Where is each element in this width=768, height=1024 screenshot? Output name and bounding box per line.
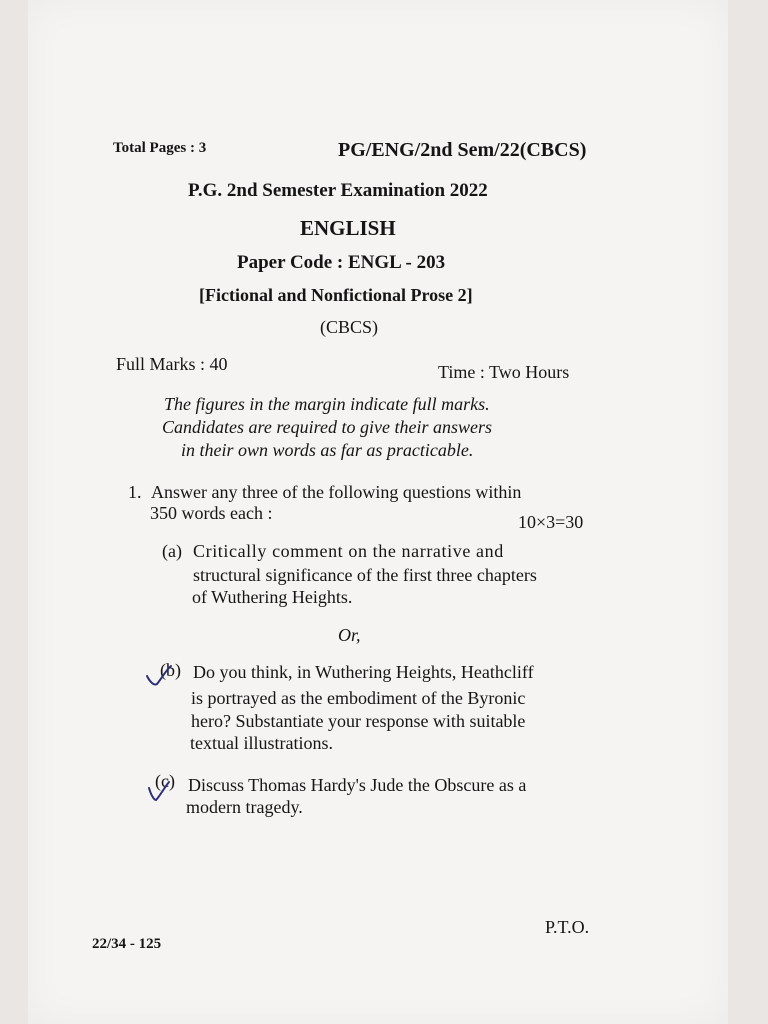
total-pages: Total Pages : 3 bbox=[113, 140, 207, 156]
option-b-text: textual illustrations. bbox=[190, 733, 333, 753]
option-c-text: Discuss Thomas Hardy's Jude the Obscure as a bbox=[188, 775, 527, 795]
footer-code: 22/34 - 125 bbox=[92, 936, 162, 952]
question-marks: 10×3=30 bbox=[518, 512, 584, 532]
paper-code: Paper Code : ENGL - 203 bbox=[237, 252, 446, 273]
option-a-text: Critically comment on the narrative and bbox=[193, 541, 504, 561]
question-prompt: Answer any three of the following questions within bbox=[151, 482, 522, 502]
question-prompt: 350 words each : bbox=[150, 503, 273, 523]
option-b-text: is portrayed as the embodiment of the Byronic bbox=[191, 688, 526, 708]
option-a-text: structural significance of the first three chapters bbox=[193, 565, 537, 585]
instruction-line: Candidates are required to give their answers bbox=[162, 417, 492, 437]
time-allowed: Time : Two Hours bbox=[438, 362, 570, 382]
instruction-line: in their own words as far as practicable. bbox=[181, 440, 474, 460]
please-turn-over: P.T.O. bbox=[545, 917, 590, 937]
paper-title: [Fictional and Nonfictional Prose 2] bbox=[199, 285, 473, 305]
option-a-label: (a) bbox=[162, 541, 182, 561]
scheme-label: (CBCS) bbox=[320, 317, 379, 337]
course-code: PG/ENG/2nd Sem/22(CBCS) bbox=[338, 139, 587, 161]
option-a-text: of Wuthering Heights. bbox=[192, 587, 353, 607]
instruction-line: The figures in the margin indicate full marks. bbox=[164, 394, 490, 414]
full-marks: Full Marks : 40 bbox=[116, 354, 228, 374]
option-b-text: hero? Substantiate your response with suitable bbox=[191, 711, 526, 731]
option-b-text: Do you think, in Wuthering Heights, Heathcliff bbox=[193, 662, 534, 682]
option-c-text: modern tragedy. bbox=[186, 797, 303, 817]
option-b-label: (b) bbox=[160, 660, 181, 680]
exam-title: P.G. 2nd Semester Examination 2022 bbox=[188, 180, 488, 201]
question-number: 1. bbox=[128, 482, 142, 502]
subject-title: ENGLISH bbox=[300, 216, 396, 240]
or-separator: Or, bbox=[338, 625, 361, 645]
option-c-label: (c) bbox=[155, 771, 175, 791]
